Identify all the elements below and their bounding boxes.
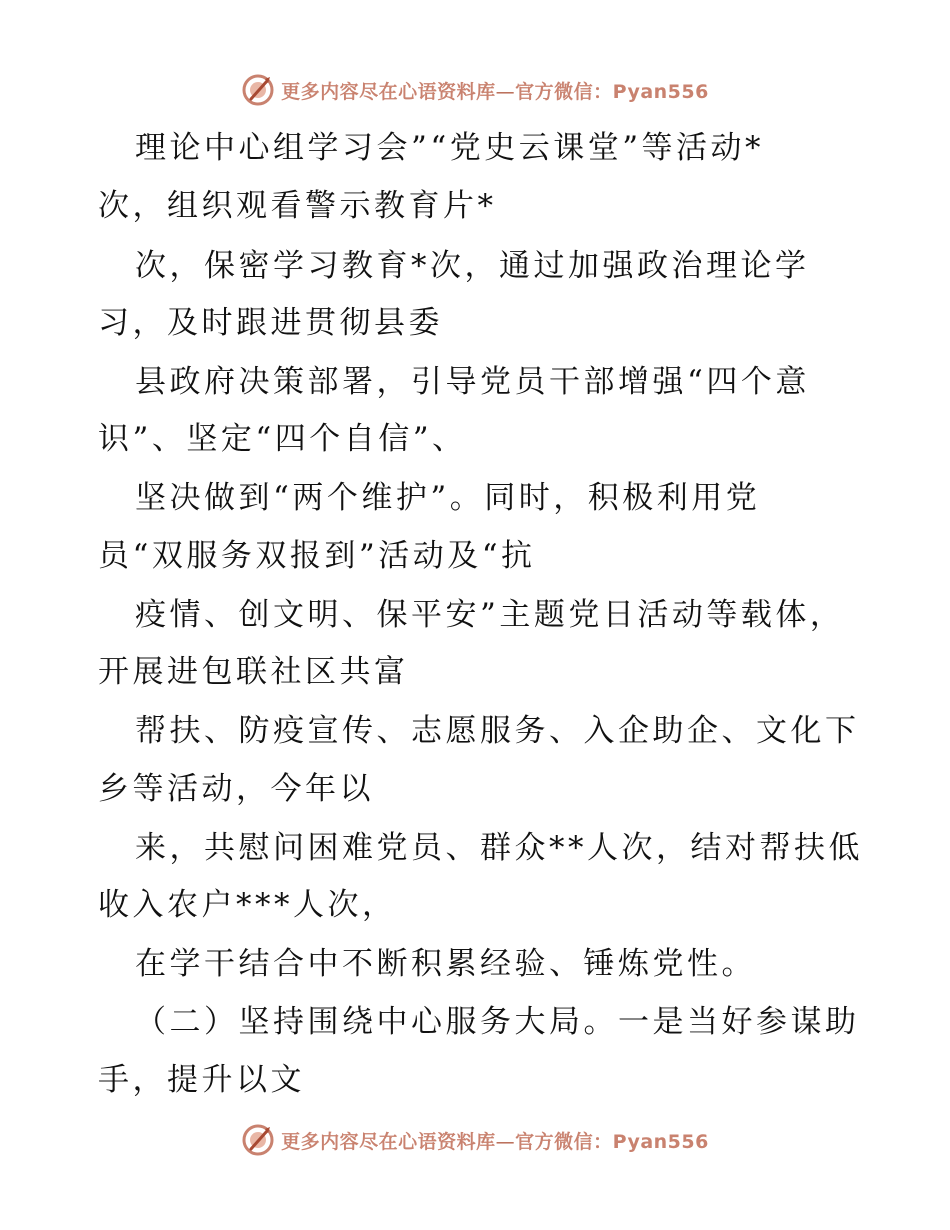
text-line: 次，组织观看警示教育片* [98,188,497,224]
text-line: 坚决做到“两个维护”。同时，积极利用党 [135,480,761,516]
footer-watermark [0,1120,950,1160]
watermark-dash: — [495,1130,516,1153]
text-line: 疫情、创文明、保平安”主题党日活动等载体， [135,597,845,633]
text-line: 理论中心组学习会”“党史云课堂”等活动* [135,130,765,166]
watermark-text [281,1127,709,1154]
text-line: 乡等活动，今年以 [98,771,374,807]
text-line: 员“双服务双报到”活动及“抗 [98,538,536,574]
text-line: 习，及时跟进贯彻县委 [98,305,443,341]
text-line: 在学干结合中不断积累经验、锤炼党性。 [135,946,756,982]
watermark-main: 更多内容尽在心语资料库 [281,1130,496,1153]
text-line: 帮扶、防疫宣传、志愿服务、入企助企、文化下 [135,713,860,749]
watermark-dash: — [495,80,516,103]
header-watermark [0,70,950,110]
watermark-text [281,77,709,104]
text-line: 识”、坚定“四个自信”、 [98,421,467,457]
brand-logo-icon [241,73,275,107]
watermark-main: 更多内容尽在心语资料库 [281,80,496,103]
text-line: （二）坚持围绕中心服务大局。一是当好参谋助 [135,1004,860,1040]
text-line: 县政府决策部署，引导党员干部增强“四个意 [135,364,810,400]
brand-logo-icon [241,1123,275,1157]
text-line: 次，保密学习教育*次，通过加强政治理论学 [135,248,810,284]
text-line: 开展进包联社区共富 [98,654,409,690]
watermark-contact: 官方微信：Pyan556 [515,80,709,103]
text-line: 手，提升以文 [98,1062,305,1098]
text-line: 收入农户***人次， [98,887,397,923]
text-line: 来，共慰问困难党员、群众**人次，结对帮扶低 [135,830,863,866]
watermark-contact: 官方微信：Pyan556 [515,1130,709,1153]
